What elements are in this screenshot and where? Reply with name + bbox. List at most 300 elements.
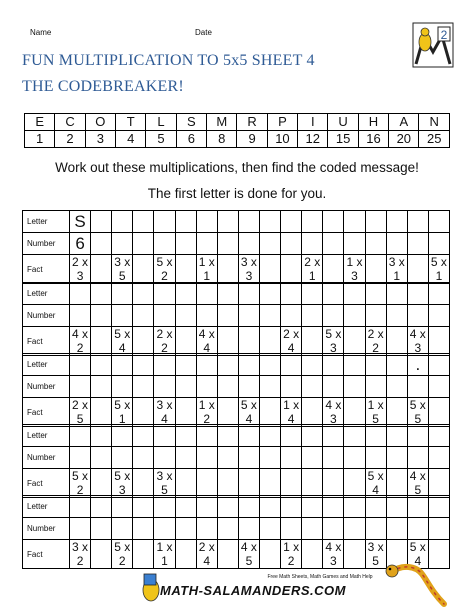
answer-number-cell[interactable] xyxy=(154,305,175,327)
answer-letter-cell[interactable] xyxy=(175,283,196,305)
fact-cell xyxy=(133,327,154,356)
code-number: 12 xyxy=(298,131,328,148)
puzzle-table-3 xyxy=(22,353,450,427)
fact-cell: 3 x 1 xyxy=(386,255,407,284)
name-label: Name xyxy=(30,28,52,37)
fact-cell xyxy=(133,398,154,427)
answer-letter-cell[interactable] xyxy=(407,496,428,518)
answer-letter-cell[interactable] xyxy=(238,354,259,376)
answer-number-cell[interactable] xyxy=(133,305,154,327)
fact-cell xyxy=(238,327,259,356)
answer-number-cell[interactable] xyxy=(281,518,302,540)
fact-cell: 2 x 3 xyxy=(70,255,91,284)
answer-number-cell[interactable] xyxy=(154,376,175,398)
answer-number-cell[interactable] xyxy=(175,447,196,469)
answer-letter-cell[interactable] xyxy=(112,496,133,518)
answer-letter-cell[interactable] xyxy=(386,211,407,233)
answer-letter-cell[interactable] xyxy=(323,496,344,518)
answer-letter-cell[interactable] xyxy=(70,354,91,376)
answer-number-cell[interactable] xyxy=(91,305,112,327)
answer-letter-cell[interactable] xyxy=(238,211,259,233)
answer-letter-cell[interactable] xyxy=(133,425,154,447)
code-letter: H xyxy=(358,114,388,131)
fact-cell: 2 x 1 xyxy=(302,255,323,284)
answer-letter-cell[interactable] xyxy=(365,354,386,376)
answer-letter-cell[interactable] xyxy=(386,354,407,376)
fact-cell xyxy=(175,540,196,569)
fact-cell: 5 x 1 xyxy=(428,255,449,284)
answer-letter-cell[interactable] xyxy=(112,283,133,305)
answer-letter-cell[interactable] xyxy=(196,496,217,518)
answer-number-cell[interactable] xyxy=(133,233,154,255)
number-row-label: Number xyxy=(23,518,70,540)
answer-letter-cell[interactable] xyxy=(323,283,344,305)
answer-number-cell[interactable] xyxy=(70,518,91,540)
answer-letter-cell[interactable] xyxy=(428,354,449,376)
answer-letter-cell[interactable] xyxy=(302,283,323,305)
answer-letter-cell[interactable] xyxy=(386,425,407,447)
answer-letter-cell[interactable] xyxy=(175,496,196,518)
fact-cell xyxy=(133,469,154,498)
answer-letter-cell[interactable] xyxy=(154,425,175,447)
fact-cell xyxy=(217,398,238,427)
fact-cell xyxy=(259,540,280,569)
answer-number-cell[interactable] xyxy=(91,518,112,540)
fact-cell: 2 x 2 xyxy=(154,327,175,356)
fact-cell: 1 x 1 xyxy=(154,540,175,569)
answer-number-cell[interactable] xyxy=(175,233,196,255)
answer-letter-cell[interactable] xyxy=(217,211,238,233)
answer-number-cell[interactable] xyxy=(386,518,407,540)
fact-cell xyxy=(91,398,112,427)
fact-cell: 2 x 4 xyxy=(196,540,217,569)
fact-cell xyxy=(302,540,323,569)
fact-cell xyxy=(407,255,428,284)
answer-number-cell[interactable]: 6 xyxy=(70,233,91,255)
answer-number-cell[interactable] xyxy=(175,376,196,398)
answer-letter-cell[interactable] xyxy=(112,425,133,447)
answer-letter-cell[interactable] xyxy=(428,283,449,305)
fact-row xyxy=(23,327,450,356)
answer-letter-cell[interactable] xyxy=(428,496,449,518)
fact-cell xyxy=(133,255,154,284)
number-row xyxy=(23,376,450,398)
code-letter: O xyxy=(85,114,115,131)
answer-number-cell[interactable] xyxy=(323,376,344,398)
fact-cell xyxy=(386,398,407,427)
answer-letter-cell[interactable] xyxy=(70,496,91,518)
answer-number-cell[interactable] xyxy=(217,376,238,398)
answer-number-cell[interactable] xyxy=(428,518,449,540)
fact-cell: 5 x 2 xyxy=(70,469,91,498)
answer-number-cell[interactable] xyxy=(365,376,386,398)
answer-letter-cell[interactable] xyxy=(133,354,154,376)
answer-letter-cell[interactable] xyxy=(259,354,280,376)
fact-cell: 4 x 3 xyxy=(323,398,344,427)
answer-number-cell[interactable] xyxy=(365,518,386,540)
fact-cell xyxy=(91,327,112,356)
fact-cell xyxy=(344,398,365,427)
fact-cell: 5 x 3 xyxy=(112,469,133,498)
answer-letter-cell[interactable] xyxy=(365,496,386,518)
answer-letter-cell[interactable] xyxy=(302,425,323,447)
answer-letter-cell[interactable] xyxy=(386,496,407,518)
fact-cell: 4 x 3 xyxy=(323,540,344,569)
number-row xyxy=(23,447,450,469)
fact-cell xyxy=(196,469,217,498)
fact-cell xyxy=(302,398,323,427)
answer-letter-cell[interactable] xyxy=(344,496,365,518)
answer-letter-cell[interactable] xyxy=(154,283,175,305)
answer-number-cell[interactable] xyxy=(196,447,217,469)
fact-cell: 5 x 4 xyxy=(407,540,428,569)
answer-letter-cell[interactable] xyxy=(154,496,175,518)
answer-letter-cell[interactable] xyxy=(238,283,259,305)
answer-letter-cell[interactable] xyxy=(238,496,259,518)
answer-number-cell[interactable] xyxy=(196,376,217,398)
answer-letter-cell[interactable] xyxy=(196,425,217,447)
fact-cell: 3 x 5 xyxy=(154,469,175,498)
answer-letter-cell[interactable] xyxy=(154,354,175,376)
number-row-label: Number xyxy=(23,233,70,255)
answer-letter-cell[interactable] xyxy=(281,354,302,376)
answer-number-cell[interactable] xyxy=(344,305,365,327)
fact-cell: 2 x 5 xyxy=(70,398,91,427)
fact-cell: 4 x 5 xyxy=(407,469,428,498)
answer-letter-cell[interactable]: . xyxy=(407,354,428,376)
answer-letter-cell[interactable] xyxy=(175,425,196,447)
code-number: 15 xyxy=(328,131,358,148)
fact-cell: 3 x 4 xyxy=(154,398,175,427)
answer-letter-cell[interactable] xyxy=(344,354,365,376)
answer-number-cell[interactable] xyxy=(259,376,280,398)
answer-letter-cell[interactable] xyxy=(302,211,323,233)
answer-letter-cell[interactable] xyxy=(70,425,91,447)
answer-number-cell[interactable] xyxy=(407,233,428,255)
answer-letter-cell[interactable] xyxy=(154,211,175,233)
fact-cell: 3 x 2 xyxy=(70,540,91,569)
fact-cell xyxy=(428,469,449,498)
answer-letter-cell[interactable] xyxy=(259,211,280,233)
answer-number-cell[interactable] xyxy=(428,376,449,398)
fact-cell: 5 x 4 xyxy=(112,327,133,356)
fact-cell: 4 x 5 xyxy=(238,540,259,569)
answer-number-cell[interactable] xyxy=(154,447,175,469)
answer-number-cell[interactable] xyxy=(133,447,154,469)
fact-cell xyxy=(302,469,323,498)
answer-number-cell[interactable] xyxy=(259,518,280,540)
answer-number-cell[interactable] xyxy=(154,518,175,540)
fact-cell xyxy=(428,327,449,356)
answer-number-cell[interactable] xyxy=(365,447,386,469)
answer-letter-cell[interactable] xyxy=(112,354,133,376)
answer-number-cell[interactable] xyxy=(407,518,428,540)
answer-number-cell[interactable] xyxy=(112,233,133,255)
fact-cell xyxy=(344,540,365,569)
answer-number-cell[interactable] xyxy=(238,376,259,398)
answer-number-cell[interactable] xyxy=(91,447,112,469)
code-letter: E xyxy=(25,114,55,131)
number-row xyxy=(23,305,450,327)
fact-cell xyxy=(217,255,238,284)
answer-letter-cell[interactable] xyxy=(344,283,365,305)
answer-number-cell[interactable] xyxy=(386,233,407,255)
answer-letter-cell[interactable] xyxy=(365,425,386,447)
fact-cell: 1 x 4 xyxy=(281,398,302,427)
answer-number-cell[interactable] xyxy=(386,447,407,469)
answer-number-cell[interactable] xyxy=(133,518,154,540)
answer-number-cell[interactable] xyxy=(365,305,386,327)
answer-letter-cell[interactable] xyxy=(175,211,196,233)
answer-number-cell[interactable] xyxy=(428,447,449,469)
answer-letter-cell[interactable] xyxy=(428,211,449,233)
fact-row-label: Fact xyxy=(23,255,70,284)
answer-number-cell[interactable] xyxy=(344,447,365,469)
letter-row-label: Letter xyxy=(23,211,70,233)
answer-number-cell[interactable] xyxy=(154,233,175,255)
answer-number-cell[interactable] xyxy=(70,305,91,327)
answer-letter-cell[interactable] xyxy=(281,283,302,305)
fact-cell xyxy=(259,327,280,356)
answer-letter-cell[interactable] xyxy=(133,283,154,305)
letter-row xyxy=(23,425,450,447)
answer-number-cell[interactable] xyxy=(70,447,91,469)
answer-number-cell[interactable] xyxy=(428,233,449,255)
answer-letter-cell[interactable] xyxy=(91,425,112,447)
fact-cell: 5 x 2 xyxy=(112,540,133,569)
answer-letter-cell[interactable] xyxy=(407,283,428,305)
answer-number-cell[interactable] xyxy=(70,376,91,398)
answer-number-cell[interactable] xyxy=(344,518,365,540)
answer-letter-cell[interactable] xyxy=(259,425,280,447)
answer-number-cell[interactable] xyxy=(302,447,323,469)
code-number: 6 xyxy=(176,131,206,148)
letter-row-label: Letter xyxy=(23,425,70,447)
answer-letter-cell[interactable] xyxy=(91,211,112,233)
answer-letter-cell[interactable] xyxy=(196,354,217,376)
answer-number-cell[interactable] xyxy=(196,518,217,540)
code-letter: I xyxy=(298,114,328,131)
answer-number-cell[interactable] xyxy=(386,376,407,398)
answer-number-cell[interactable] xyxy=(112,447,133,469)
answer-letter-cell[interactable] xyxy=(238,425,259,447)
fact-cell xyxy=(238,469,259,498)
fact-cell: 2 x 2 xyxy=(365,327,386,356)
answer-letter-cell[interactable] xyxy=(281,211,302,233)
answer-number-cell[interactable] xyxy=(302,376,323,398)
fact-row-label: Fact xyxy=(23,469,70,498)
answer-number-cell[interactable] xyxy=(259,305,280,327)
answer-letter-cell[interactable] xyxy=(302,354,323,376)
answer-letter-cell[interactable] xyxy=(428,425,449,447)
letter-row-label: Letter xyxy=(23,354,70,376)
fact-cell: 4 x 2 xyxy=(70,327,91,356)
answer-number-cell[interactable] xyxy=(259,447,280,469)
answer-number-cell[interactable] xyxy=(344,233,365,255)
answer-number-cell[interactable] xyxy=(281,376,302,398)
answer-number-cell[interactable] xyxy=(217,305,238,327)
answer-number-cell[interactable] xyxy=(133,376,154,398)
fact-cell: 2 x 4 xyxy=(281,327,302,356)
code-number: 9 xyxy=(237,131,267,148)
answer-number-cell[interactable] xyxy=(344,376,365,398)
code-numbers-row xyxy=(25,131,450,148)
fact-cell: 5 x 2 xyxy=(154,255,175,284)
fact-cell xyxy=(259,469,280,498)
answer-letter-cell[interactable] xyxy=(323,425,344,447)
answer-letter-cell[interactable] xyxy=(112,211,133,233)
answer-number-cell[interactable] xyxy=(175,305,196,327)
code-number: 1 xyxy=(25,131,55,148)
code-letter: M xyxy=(207,114,237,131)
answer-letter-cell[interactable] xyxy=(259,283,280,305)
fact-cell: 4 x 4 xyxy=(196,327,217,356)
answer-number-cell[interactable] xyxy=(91,233,112,255)
number-row-label: Number xyxy=(23,376,70,398)
answer-number-cell[interactable] xyxy=(302,518,323,540)
fact-cell xyxy=(217,469,238,498)
answer-letter-cell[interactable] xyxy=(217,425,238,447)
fact-cell xyxy=(323,255,344,284)
fact-cell xyxy=(344,469,365,498)
fact-cell xyxy=(91,255,112,284)
footer-brand[interactable]: MATH-SALAMANDERS.COM xyxy=(160,583,346,598)
answer-number-cell[interactable] xyxy=(302,305,323,327)
code-number: 20 xyxy=(389,131,419,148)
answer-letter-cell[interactable] xyxy=(217,496,238,518)
answer-letter-cell[interactable] xyxy=(70,283,91,305)
letter-row xyxy=(23,354,450,376)
answer-letter-cell[interactable] xyxy=(365,211,386,233)
answer-number-cell[interactable] xyxy=(386,305,407,327)
code-letter: U xyxy=(328,114,358,131)
fact-row-label: Fact xyxy=(23,540,70,569)
answer-letter-cell[interactable] xyxy=(91,496,112,518)
answer-number-cell[interactable] xyxy=(175,518,196,540)
fact-cell xyxy=(365,255,386,284)
fact-cell xyxy=(175,255,196,284)
answer-number-cell[interactable] xyxy=(217,447,238,469)
fact-row-label: Fact xyxy=(23,327,70,356)
fact-cell: 5 x 4 xyxy=(238,398,259,427)
answer-number-cell[interactable] xyxy=(196,233,217,255)
puzzle-table-2 xyxy=(22,282,450,356)
answer-letter-cell[interactable] xyxy=(91,283,112,305)
fact-cell xyxy=(302,327,323,356)
fact-cell xyxy=(259,255,280,284)
footer-tagline: Free Math Sheets, Math Games and Math Help xyxy=(267,574,373,580)
answer-number-cell[interactable] xyxy=(238,447,259,469)
answer-number-cell[interactable] xyxy=(112,518,133,540)
fact-row xyxy=(23,469,450,498)
answer-letter-cell[interactable]: S xyxy=(70,211,91,233)
fact-cell xyxy=(175,469,196,498)
instruction-line-1: Work out these multiplications, then find the coded message! xyxy=(55,160,419,175)
fact-cell: 3 x 5 xyxy=(365,540,386,569)
answer-number-cell[interactable] xyxy=(323,518,344,540)
answer-letter-cell[interactable] xyxy=(175,354,196,376)
fact-cell: 5 x 3 xyxy=(323,327,344,356)
code-letter: R xyxy=(237,114,267,131)
answer-number-cell[interactable] xyxy=(259,233,280,255)
fact-cell: 1 x 1 xyxy=(196,255,217,284)
fact-cell: 5 x 4 xyxy=(365,469,386,498)
footer-logo-icon xyxy=(140,572,162,602)
answer-letter-cell[interactable] xyxy=(323,354,344,376)
answer-letter-cell[interactable] xyxy=(281,496,302,518)
answer-letter-cell[interactable] xyxy=(407,425,428,447)
answer-number-cell[interactable] xyxy=(217,233,238,255)
answer-number-cell[interactable] xyxy=(365,233,386,255)
fact-cell xyxy=(217,327,238,356)
answer-letter-cell[interactable] xyxy=(133,211,154,233)
answer-number-cell[interactable] xyxy=(112,376,133,398)
answer-number-cell[interactable] xyxy=(323,305,344,327)
answer-number-cell[interactable] xyxy=(91,376,112,398)
code-number: 2 xyxy=(55,131,85,148)
code-number: 3 xyxy=(85,131,115,148)
letter-row-label: Letter xyxy=(23,283,70,305)
answer-letter-cell[interactable] xyxy=(133,496,154,518)
code-letter: P xyxy=(267,114,297,131)
answer-number-cell[interactable] xyxy=(238,233,259,255)
answer-letter-cell[interactable] xyxy=(344,425,365,447)
answer-number-cell[interactable] xyxy=(407,447,428,469)
answer-number-cell[interactable] xyxy=(238,305,259,327)
letter-row-label: Letter xyxy=(23,496,70,518)
letter-row xyxy=(23,211,450,233)
code-number: 16 xyxy=(358,131,388,148)
answer-letter-cell[interactable] xyxy=(259,496,280,518)
answer-number-cell[interactable] xyxy=(238,518,259,540)
answer-letter-cell[interactable] xyxy=(323,211,344,233)
answer-number-cell[interactable] xyxy=(281,233,302,255)
fact-cell xyxy=(175,327,196,356)
fact-cell xyxy=(323,469,344,498)
answer-letter-cell[interactable] xyxy=(344,211,365,233)
code-number: 8 xyxy=(207,131,237,148)
answer-letter-cell[interactable] xyxy=(217,354,238,376)
answer-letter-cell[interactable] xyxy=(217,283,238,305)
answer-number-cell[interactable] xyxy=(323,233,344,255)
answer-letter-cell[interactable] xyxy=(281,425,302,447)
answer-number-cell[interactable] xyxy=(281,305,302,327)
fact-cell xyxy=(344,327,365,356)
answer-letter-cell[interactable] xyxy=(386,283,407,305)
code-number: 10 xyxy=(267,131,297,148)
answer-number-cell[interactable] xyxy=(323,447,344,469)
code-letter: A xyxy=(389,114,419,131)
answer-letter-cell[interactable] xyxy=(302,496,323,518)
answer-letter-cell[interactable] xyxy=(91,354,112,376)
answer-number-cell[interactable] xyxy=(428,305,449,327)
answer-letter-cell[interactable] xyxy=(196,211,217,233)
answer-number-cell[interactable] xyxy=(196,305,217,327)
answer-number-cell[interactable] xyxy=(302,233,323,255)
answer-letter-cell[interactable] xyxy=(407,211,428,233)
answer-number-cell[interactable] xyxy=(407,305,428,327)
answer-number-cell[interactable] xyxy=(112,305,133,327)
code-letter: T xyxy=(116,114,146,131)
answer-letter-cell[interactable] xyxy=(196,283,217,305)
answer-number-cell[interactable] xyxy=(407,376,428,398)
code-letter: L xyxy=(146,114,176,131)
answer-letter-cell[interactable] xyxy=(365,283,386,305)
answer-number-cell[interactable] xyxy=(281,447,302,469)
worksheet-subtitle: THE CODEBREAKER! xyxy=(22,78,184,95)
salamander-mascot-icon xyxy=(382,560,452,610)
answer-number-cell[interactable] xyxy=(217,518,238,540)
